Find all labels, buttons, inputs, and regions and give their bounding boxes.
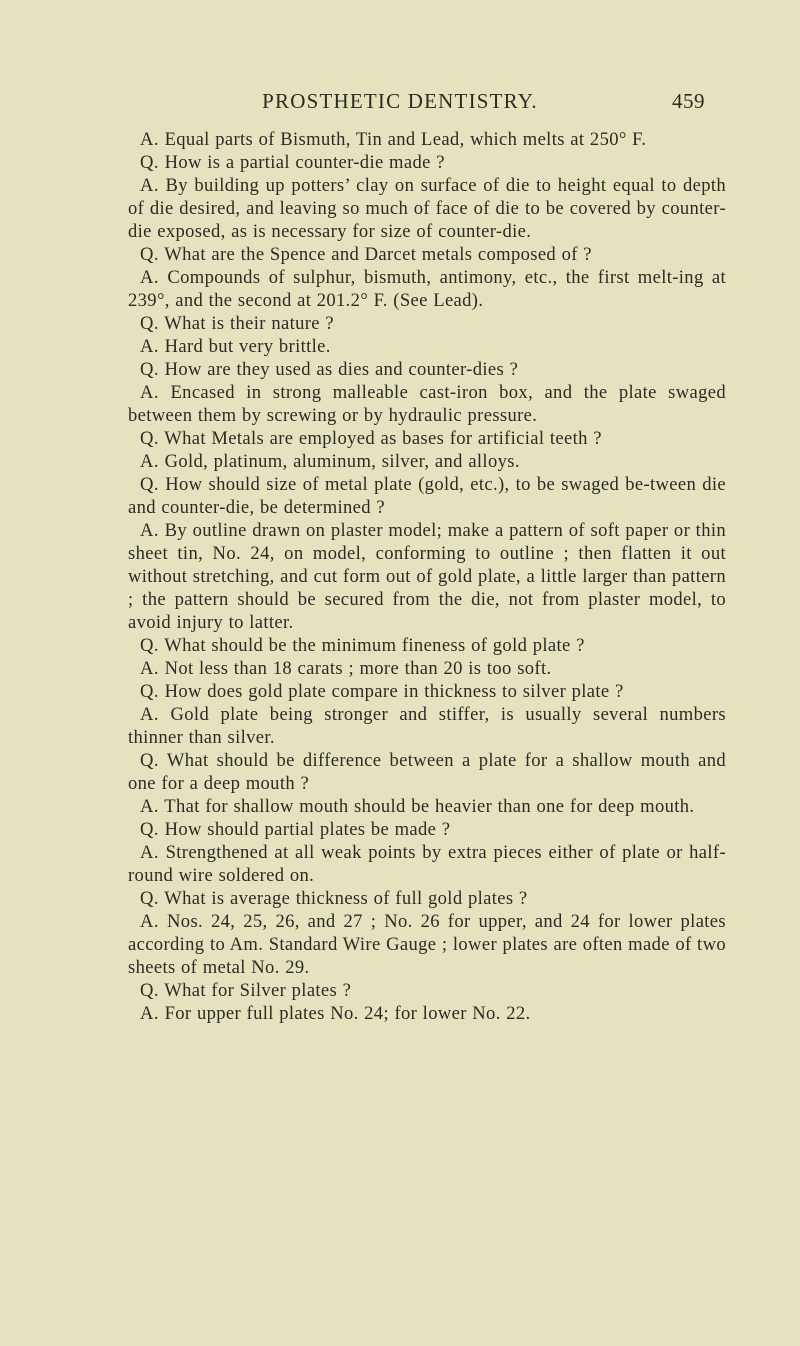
- question-label: Q.: [140, 888, 160, 909]
- qa-text-block: [128, 128, 726, 1025]
- question-paragraph: [128, 427, 726, 450]
- question-label: Q.: [140, 819, 160, 840]
- answer-paragraph: [128, 703, 726, 749]
- answer-text: Encased in strong malleable cast-iron box, and the plate swaged between them by screwing or by hydraulic pressure.: [128, 382, 726, 426]
- answer-label: A.: [140, 267, 160, 288]
- answer-text: Hard but very brittle.: [164, 336, 331, 357]
- answer-label: A.: [140, 1003, 160, 1024]
- question-paragraph: [128, 473, 726, 519]
- question-label: Q.: [140, 244, 160, 265]
- answer-label: A.: [140, 451, 160, 472]
- answer-label: A.: [140, 175, 160, 196]
- question-text: How should partial plates be made ?: [164, 819, 451, 840]
- question-label: Q.: [140, 428, 160, 449]
- answer-paragraph: [128, 450, 726, 473]
- answer-text: For upper full plates No. 24; for lower No. 22.: [164, 1003, 531, 1024]
- answer-text: Compounds of sulphur, bismuth, antimony, etc., the first melt-ing at 239°, and the second at 201.2° F. (See Lead).: [128, 267, 726, 311]
- answer-label: A.: [140, 520, 160, 541]
- question-label: Q.: [140, 359, 160, 380]
- answer-text: By outline drawn on plaster model; make a pattern of soft paper or thin sheet tin, No. 24, on model, conforming to outline ; then flatten it out without stretching, and cut form out of gold plate, a little larger than pattern ; the pattern should be secured from the die, not from plaster model, to avoid injury to latter.: [128, 520, 727, 633]
- question-text: How is a partial counter-die made ?: [164, 152, 445, 173]
- answer-paragraph: [128, 174, 726, 243]
- answer-paragraph: [128, 910, 726, 979]
- question-paragraph: [128, 680, 726, 703]
- question-text: What is average thickness of full gold plates ?: [164, 888, 528, 909]
- answer-label: A.: [140, 911, 160, 932]
- question-text: What is their nature ?: [164, 313, 334, 334]
- answer-label: A.: [140, 796, 160, 817]
- answer-text: That for shallow mouth should be heavier than one for deep mouth.: [164, 796, 695, 817]
- answer-paragraph: [128, 128, 726, 151]
- running-title: PROSTHETIC DENTISTRY.: [262, 89, 538, 113]
- answer-label: A.: [140, 129, 160, 150]
- running-header: [0, 86, 800, 116]
- question-label: Q.: [140, 152, 160, 173]
- answer-paragraph: [128, 519, 726, 634]
- question-paragraph: [128, 243, 726, 266]
- answer-label: A.: [140, 382, 160, 403]
- question-label: Q.: [140, 750, 160, 771]
- question-paragraph: [128, 749, 726, 795]
- answer-paragraph: [128, 841, 726, 887]
- answer-paragraph: [128, 1002, 726, 1025]
- answer-paragraph: [128, 657, 726, 680]
- question-text: How should size of metal plate (gold, etc.), to be swaged be-tween die and counter-die, be determined ?: [128, 474, 726, 518]
- question-label: Q.: [140, 635, 160, 656]
- page-number: 459: [672, 89, 705, 113]
- question-paragraph: [128, 312, 726, 335]
- answer-text: Equal parts of Bismuth, Tin and Lead, which melts at 250° F.: [164, 129, 647, 150]
- question-paragraph: [128, 887, 726, 910]
- question-label: Q.: [140, 681, 160, 702]
- question-text: What should be difference between a plate for a shallow mouth and one for a deep mouth ?: [128, 750, 726, 794]
- question-text: What Metals are employed as bases for artificial teeth ?: [164, 428, 602, 449]
- answer-text: By building up potters’ clay on surface of die to height equal to depth of die desired, and leaving so much of face of die to be covered by counter-die exposed, as is necessary for size of counter-die.: [128, 175, 726, 242]
- answer-label: A.: [140, 704, 160, 725]
- answer-label: A.: [140, 842, 160, 863]
- answer-paragraph: [128, 335, 726, 358]
- question-label: Q.: [140, 474, 160, 495]
- question-paragraph: [128, 358, 726, 381]
- answer-label: A.: [140, 658, 160, 679]
- question-text: What for Silver plates ?: [164, 980, 352, 1001]
- question-paragraph: [128, 979, 726, 1002]
- question-label: Q.: [140, 980, 160, 1001]
- answer-paragraph: [128, 795, 726, 818]
- answer-label: A.: [140, 336, 160, 357]
- answer-text: Gold plate being stronger and stiffer, is usually several numbers thinner than silver.: [128, 704, 726, 748]
- question-paragraph: [128, 151, 726, 174]
- question-paragraph: [128, 818, 726, 841]
- answer-text: Gold, platinum, aluminum, silver, and alloys.: [164, 451, 520, 472]
- answer-text: Not less than 18 carats ; more than 20 is too soft.: [164, 658, 552, 679]
- answer-text: Nos. 24, 25, 26, and 27 ; No. 26 for upper, and 24 for lower plates according to Am. Standard Wire Gauge ; lower plates are often made of two sheets of metal No. 29.: [128, 911, 726, 978]
- answer-paragraph: [128, 381, 726, 427]
- question-text: What are the Spence and Darcet metals composed of ?: [164, 244, 592, 265]
- question-text: What should be the minimum fineness of gold plate ?: [164, 635, 585, 656]
- question-paragraph: [128, 634, 726, 657]
- question-label: Q.: [140, 313, 160, 334]
- question-text: How does gold plate compare in thickness to silver plate ?: [164, 681, 624, 702]
- answer-text: Strengthened at all weak points by extra pieces either of plate or half-round wire soldered on.: [128, 842, 727, 886]
- question-text: How are they used as dies and counter-dies ?: [164, 359, 519, 380]
- answer-paragraph: [128, 266, 726, 312]
